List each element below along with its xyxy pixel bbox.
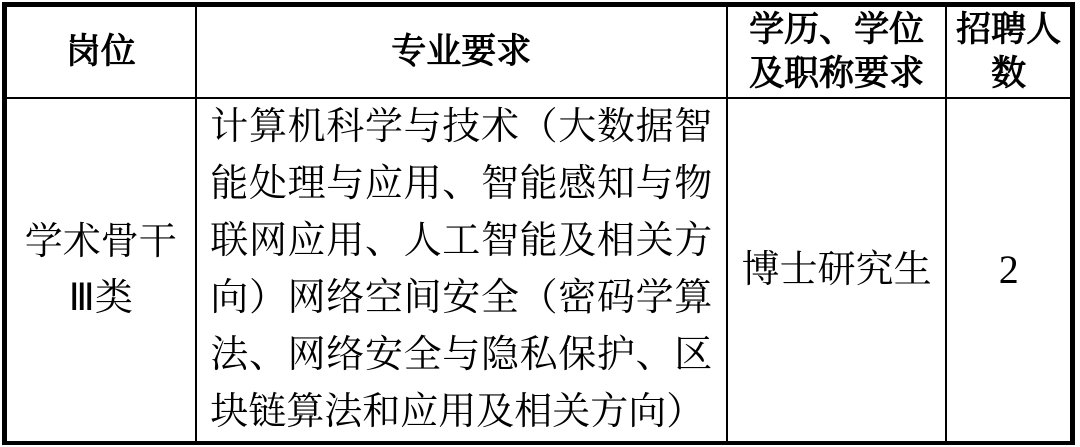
recruitment-table xyxy=(2,2,1075,445)
table-header-row xyxy=(6,6,1071,98)
cell-position-line-2: Ⅲ类 xyxy=(68,277,133,319)
major-requirements-text: 计算机科学与技术（大数据智能处理与应用、智能感知与物联网应用、人工智能及相关方向）网络空间安全（密码学算法、网络安全与隐私保护、区块链算法和应用及相关方向） xyxy=(210,106,713,433)
cell-position xyxy=(6,98,196,442)
header-education-degree-title xyxy=(727,6,946,98)
header-major-label: 专业要求 xyxy=(391,32,532,71)
cell-position-line-1: 学术骨干 xyxy=(24,221,177,263)
header-education-line-1: 学历、学位 xyxy=(749,10,925,49)
header-headcount-line-1: 招聘人 xyxy=(956,10,1062,49)
header-position-label: 岗位 xyxy=(65,32,136,71)
cell-major-requirements xyxy=(196,98,727,442)
table-row xyxy=(6,98,1071,442)
cell-headcount: 2 xyxy=(946,98,1071,442)
header-education-line-2: 及职称要求 xyxy=(749,54,925,93)
header-major-requirements xyxy=(196,6,727,98)
header-position xyxy=(6,6,196,98)
header-headcount xyxy=(946,6,1071,98)
header-headcount-line-2: 数 xyxy=(991,54,1027,93)
cell-education-requirement: 博士研究生 xyxy=(727,98,946,442)
table xyxy=(5,5,1072,443)
